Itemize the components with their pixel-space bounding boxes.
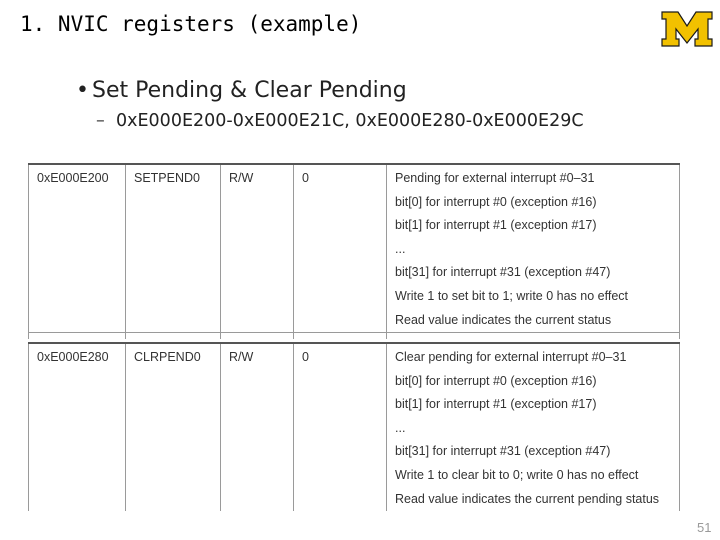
register-name: SETPEND0 <box>126 164 221 333</box>
register-table-setpend <box>28 163 680 339</box>
register-description <box>387 343 680 511</box>
bullet-item <box>76 78 407 103</box>
description-line: bit[1] for interrupt #1 (exception #17) <box>395 218 597 233</box>
slide-title: 1. NVIC registers (example) <box>20 12 362 36</box>
table-row-spacer <box>29 333 680 340</box>
description-line: bit[31] for interrupt #31 (exception #47) <box>395 265 611 280</box>
bullet-dot-icon: • <box>76 78 89 103</box>
register-reset-value: 0 <box>294 343 387 511</box>
register-address: 0xE000E200 <box>29 164 126 333</box>
bullet-text: Set Pending & Clear Pending <box>92 78 407 103</box>
register-table-clrpend <box>28 342 680 511</box>
sub-bullet-text: 0xE000E200-0xE000E21C, 0xE000E280-0xE000E29C <box>116 111 584 131</box>
register-type: R/W <box>221 343 294 511</box>
register-description <box>387 164 680 333</box>
description-line: bit[1] for interrupt #1 (exception #17) <box>395 397 597 412</box>
description-line: Read value indicates the current pending status <box>395 491 660 506</box>
register-type: R/W <box>221 164 294 333</box>
sub-bullet-item <box>96 111 584 131</box>
table-row <box>29 164 680 333</box>
logo-block-m <box>662 12 712 46</box>
description-line: Read value indicates the current status <box>395 312 612 327</box>
description-line: bit[31] for interrupt #31 (exception #47) <box>395 444 611 459</box>
description-line: Write 1 to set bit to 1; write 0 has no effect <box>395 288 628 303</box>
description-line: bit[0] for interrupt #0 (exception #16) <box>395 194 597 209</box>
university-logo <box>660 10 714 48</box>
register-reset-value: 0 <box>294 164 387 333</box>
description-line: bit[0] for interrupt #0 (exception #16) <box>395 373 597 388</box>
description-line: Write 1 to clear bit to 0; write 0 has no effect <box>395 467 639 482</box>
description-line: ... <box>395 241 406 256</box>
dash-icon: – <box>96 111 105 131</box>
description-line: Pending for external interrupt #0–31 <box>395 171 595 185</box>
page-number: 51 <box>697 520 712 535</box>
description-line: ... <box>395 420 406 435</box>
register-name: CLRPEND0 <box>126 343 221 511</box>
table-row <box>29 343 680 511</box>
register-address: 0xE000E280 <box>29 343 126 511</box>
description-line: Clear pending for external interrupt #0–31 <box>395 350 627 364</box>
